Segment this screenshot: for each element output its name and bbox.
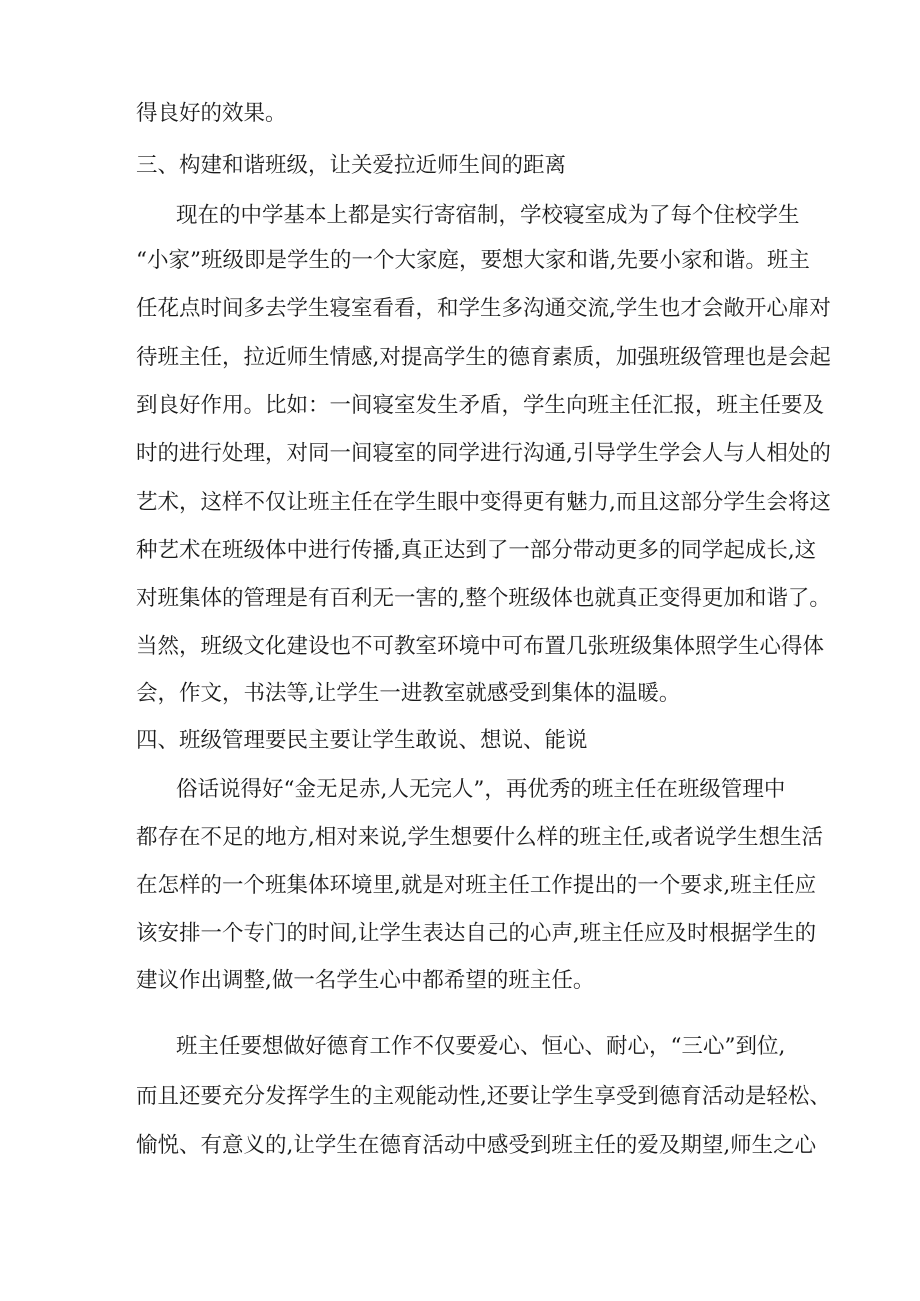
section-heading-4: 四、班级管理要民主要让学生敢说、想说、能说 (136, 728, 588, 753)
paragraph-line: 建议作出调整,做一名学生心中都希望的班主任。 (136, 968, 595, 993)
paragraph-line: 该安排一个专门的时间,让学生表达自己的心声,班主任应及时根据学生的 (136, 921, 817, 946)
paragraph-line: 都存在不足的地方,相对来说,学生想要什么样的班主任,或者说学生想生活 (136, 825, 824, 850)
paragraph-line: 到良好作用。比如：一间寝室发生矛盾，学生向班主任汇报，班主任要及 (136, 393, 825, 418)
paragraph-line: “小家”班级即是学生的一个大家庭，要想大家和谐,先要小家和谐。班主 (136, 248, 810, 273)
paragraph-line: 班主任要想做好德育工作不仅要爱心、恒心、耐心，“三心”到位, (176, 1034, 786, 1059)
paragraph-line: 待班主任，拉近师生情感,对提高学生的德育素质，加强班级管理也是会起 (136, 345, 831, 370)
paragraph-line: 而且还要充分发挥学生的主观能动性,还要让学生享受到德育活动是轻松、 (136, 1084, 831, 1109)
paragraph-line: 当然，班级文化建设也不可教室环境中可布置几张班级集体照学生心得体 (136, 634, 825, 659)
section-heading-3: 三、构建和谐班级，让关爱拉近师生间的距离 (136, 153, 567, 178)
paragraph-line: 艺术，这样不仅让班主任在学生眼中变得更有魅力,而且这部分学生会将这 (136, 490, 831, 515)
paragraph-line: 任花点时间多去学生寝室看看，和学生多沟通交流,学生也才会敞开心扉对 (136, 296, 831, 321)
paragraph-line: 时的进行处理，对同一间寝室的同学进行沟通,引导学生学会人与人相处的 (136, 441, 831, 466)
paragraph-line: 种艺术在班级体中进行传播,真正达到了一部分带动更多的同学起成长,这 (136, 538, 817, 563)
paragraph-line: 得良好的效果。 (136, 101, 287, 126)
paragraph-line: 现在的中学基本上都是实行寄宿制，学校寝室成为了每个住校学生 (176, 203, 800, 228)
paragraph-line: 会，作文，书法等,让学生一进教室就感受到集体的温暖。 (136, 681, 681, 706)
paragraph-line: 愉悦、有意义的,让学生在德育活动中感受到班主任的爱及期望,师生之心 (136, 1133, 817, 1158)
paragraph-line: 对班集体的管理是有百利无一害的,整个班级体也就真正变得更加和谐了。 (136, 586, 831, 611)
paragraph-line: 俗话说得好“金无足赤,人无完人”，再优秀的班主任在班级管理中 (176, 777, 786, 802)
paragraph-line: 在怎样的一个班集体环境里,就是对班主任工作提出的一个要求,班主任应 (136, 873, 817, 898)
